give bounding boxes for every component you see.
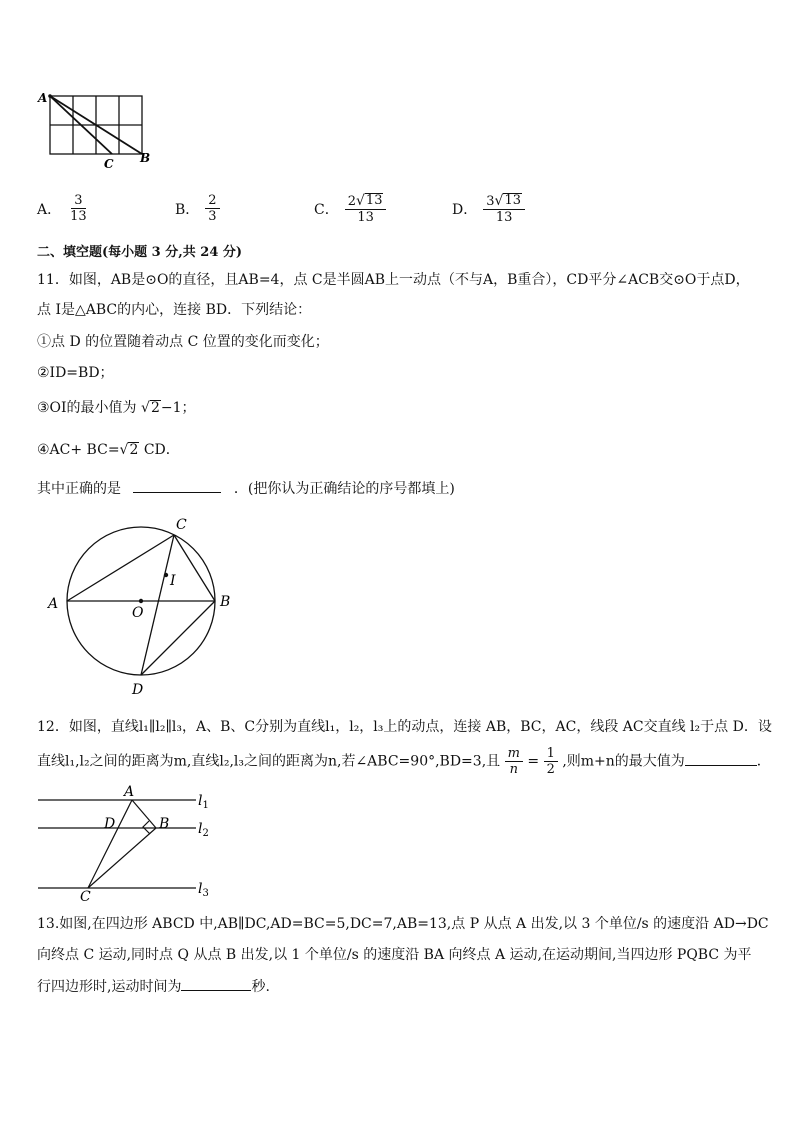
section-heading: 二、填空题(每小题 3 分,共 24 分) xyxy=(37,245,243,260)
q11-line2: 点 I是△ABC的内心，连接 BD．下列结论： xyxy=(37,302,312,318)
label-i: I xyxy=(170,573,176,589)
label-c: C xyxy=(104,157,114,170)
parallel-lines-figure xyxy=(36,784,226,902)
q11-conclusion-1: ①点 D 的位置随着动点 C 位置的变化而变化； xyxy=(37,334,329,350)
point-o xyxy=(139,599,143,603)
segment-ac xyxy=(88,800,132,888)
q13-line3: 行四边形时,运动时间为 秒. xyxy=(37,976,270,997)
option-a: A． $\frac{3}{13}$ xyxy=(37,193,87,224)
label-a: A xyxy=(48,596,59,612)
label-o: O xyxy=(132,605,144,621)
q11-conclusion-3: ③OI的最小值为 √ 2 −1； xyxy=(37,400,196,416)
q11-question: 其中正确的是 ．(把你认为正确结论的序号都填上) xyxy=(37,478,455,499)
segment-bd xyxy=(141,601,215,675)
q13-line1: 13.如图,在四边形 ABCD 中,AB∥DC,AD=BC=5,DC=7,AB=13,点 P 从点 A 出发,以 3 个单位/s 的速度沿 AD→DC xyxy=(37,916,769,932)
q11-line1: 11．如图，AB是⊙O的直径，且AB=4，点 C是半圆AB上一动点（不与A，B重合），CD平分∠ACB交⊙O于点D， xyxy=(37,272,750,288)
label-d: D xyxy=(132,682,144,698)
q12-answer-blank[interactable] xyxy=(685,751,757,766)
point-a xyxy=(48,94,52,98)
segment-ab xyxy=(132,800,156,828)
label-c: C xyxy=(176,517,187,533)
label-a: A xyxy=(124,784,135,800)
option-b: B． $\frac{2}{3}$ xyxy=(175,193,220,224)
label-a: A xyxy=(38,91,48,105)
q11-conclusion-4: ④AC+ BC= √ 2 CD． xyxy=(37,442,180,458)
option-c: C． 2 √ 13 13 xyxy=(314,193,386,225)
q12-line1: 12．如图，直线l₁∥l₂∥l₃，A、B、C分别为直线l₁，l₂，l₃上的动点，连接 AB，BC，AC，线段 AC交直线 l₂于点 D．设 xyxy=(37,719,772,735)
q11-answer-blank[interactable] xyxy=(133,478,221,493)
circle-figure xyxy=(40,512,240,698)
label-l3: $l_3$ xyxy=(198,881,209,899)
option-d: D． 3 √ 13 13 xyxy=(452,193,525,225)
label-l1: $l_1$ xyxy=(198,793,209,811)
segment-ac xyxy=(67,535,174,601)
label-c: C xyxy=(80,889,91,902)
label-b: B xyxy=(220,594,231,610)
q13-answer-blank[interactable] xyxy=(181,976,251,991)
q12-line2: 直线l₁,l₂之间的距离为m,直线l₂,l₃之间的距离为n,若∠ABC=90°,BD=3,且 $\frac{m}{n}$ = $\frac{1}{2}$ ,则m+n的最大值为 ． xyxy=(37,746,771,777)
segment-cd xyxy=(141,535,174,675)
q11-conclusion-2: ②ID=BD； xyxy=(37,365,114,381)
label-d: D xyxy=(104,816,116,832)
point-i xyxy=(164,573,168,577)
segment-bc xyxy=(88,828,156,888)
grid-figure xyxy=(36,88,156,170)
label-b: B xyxy=(159,816,170,832)
label-b: B xyxy=(140,151,151,165)
label-l2: $l_2$ xyxy=(198,821,209,839)
segment-bc xyxy=(174,535,215,601)
q13-line2: 向终点 C 运动,同时点 Q 从点 B 出发,以 1 个单位/s 的速度沿 BA 向终点 A 运动,在运动期间,当四边形 PQBC 为平 xyxy=(37,947,752,963)
